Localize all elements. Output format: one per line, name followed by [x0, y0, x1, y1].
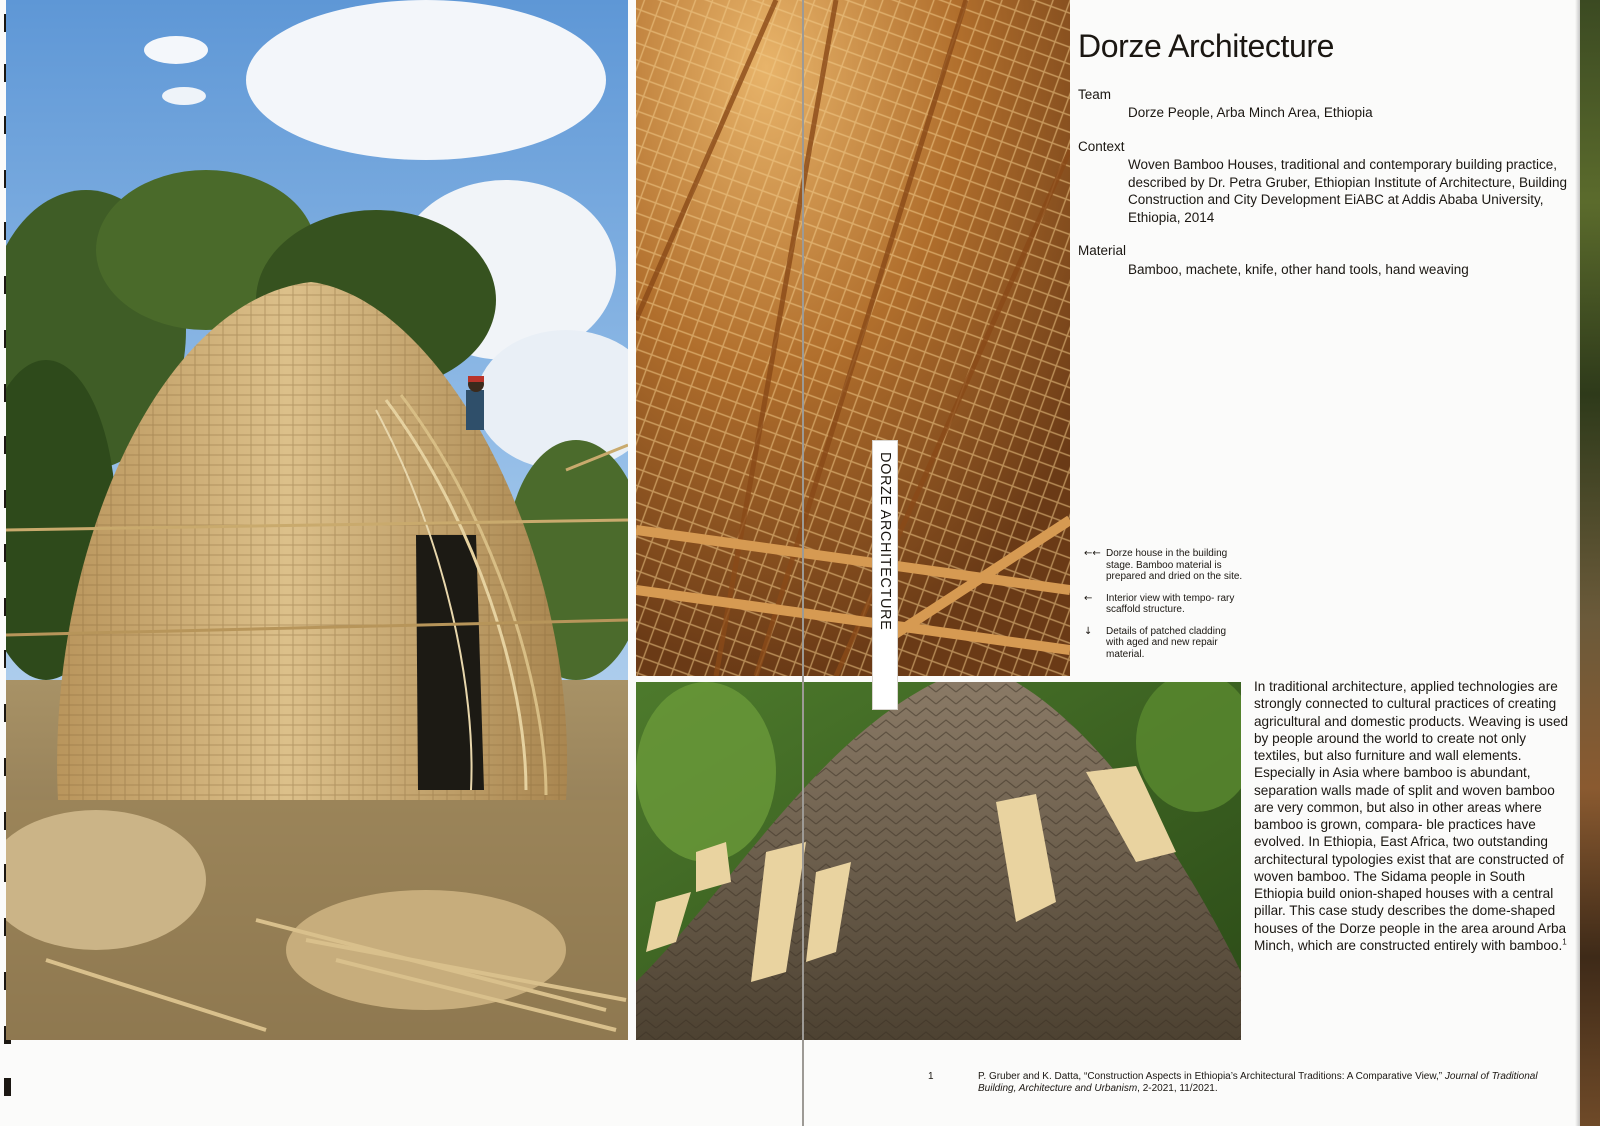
footnote [978, 1071, 1538, 1095]
photo-cladding-detail [636, 682, 1241, 1040]
body-paragraph [1254, 678, 1572, 954]
caption-text: Dorze house in the building stage. Bamboo material is prepared and dried on the site. [1106, 548, 1243, 582]
caption-item [1084, 593, 1244, 616]
material-value: Bamboo, machete, knife, other hand tools, hand weaving [1128, 262, 1469, 277]
caption-item [1084, 548, 1244, 583]
next-page-edge [1580, 0, 1600, 1126]
footnote-issue: , 2-2021, 11/2021. [1137, 1083, 1218, 1094]
context-label: Context [1078, 139, 1125, 154]
footnote-citation: P. Gruber and K. Datta, “Construction Aspects in Ethiopia’s Architectural Traditions: A Comparative View,” [978, 1071, 1443, 1082]
body-text: In traditional architecture, applied technologies are strongly connected to cultural practices of creating agricultural and domestic products. Weaving is used by people around the world to create not only textiles, but also furniture and wall elements. Especially in Asia where bamboo is abundant, separation walls made of split and woven bamboo are very common, but also in other areas where bamboo is grown, compara- ble practices have evolved. In Ethiopia, East Africa, two outstanding architectural typologies exist that are constructed of woven bamboo. The Sidama people in South Ethiopia build onion-shaped houses with a central pillar. This case study describes the dome-shaped houses of the Dorze people in the area around Arba Minch, which are constructed entirely with bamboo. [1254, 679, 1569, 953]
team-value: Dorze People, Arba Minch Area, Ethiopia [1128, 105, 1373, 120]
photo-interior-view [636, 0, 1070, 676]
footnote-journal: Journal of Traditional Building, Architecture and Urbanism [978, 1071, 1538, 1094]
binding-mark [4, 1078, 11, 1096]
caption-text: Interior view with tempo- rary scaffold structure. [1106, 592, 1235, 615]
down-arrow-icon: ↓ [1084, 625, 1093, 637]
double-left-arrow-icon: ←← [1084, 548, 1101, 559]
photo-dorze-house [6, 0, 628, 1040]
footnote-marker[interactable]: 1 [1562, 937, 1567, 947]
page-title: Dorze Architecture [1078, 28, 1335, 64]
photo-captions [1084, 548, 1244, 670]
left-arrow-icon: ← [1084, 592, 1093, 604]
material-label: Material [1078, 243, 1127, 258]
book-gutter [802, 0, 804, 1126]
vertical-running-title: DORZE ARCHITECTURE [877, 452, 893, 631]
footnote-number: 1 [928, 1071, 934, 1082]
caption-text: Details of patched cladding with aged and new repair material. [1106, 625, 1227, 660]
context-value: Woven Bamboo Houses, traditional and contemporary building practice, described by Dr. Petra Gruber, Ethiopian Institute of Architecture, Building Construction and City Development EiABC at Addis Ababa University, Ethiopia, 2014 [1128, 157, 1567, 225]
caption-item [1084, 626, 1244, 661]
team-label: Team [1078, 87, 1112, 102]
